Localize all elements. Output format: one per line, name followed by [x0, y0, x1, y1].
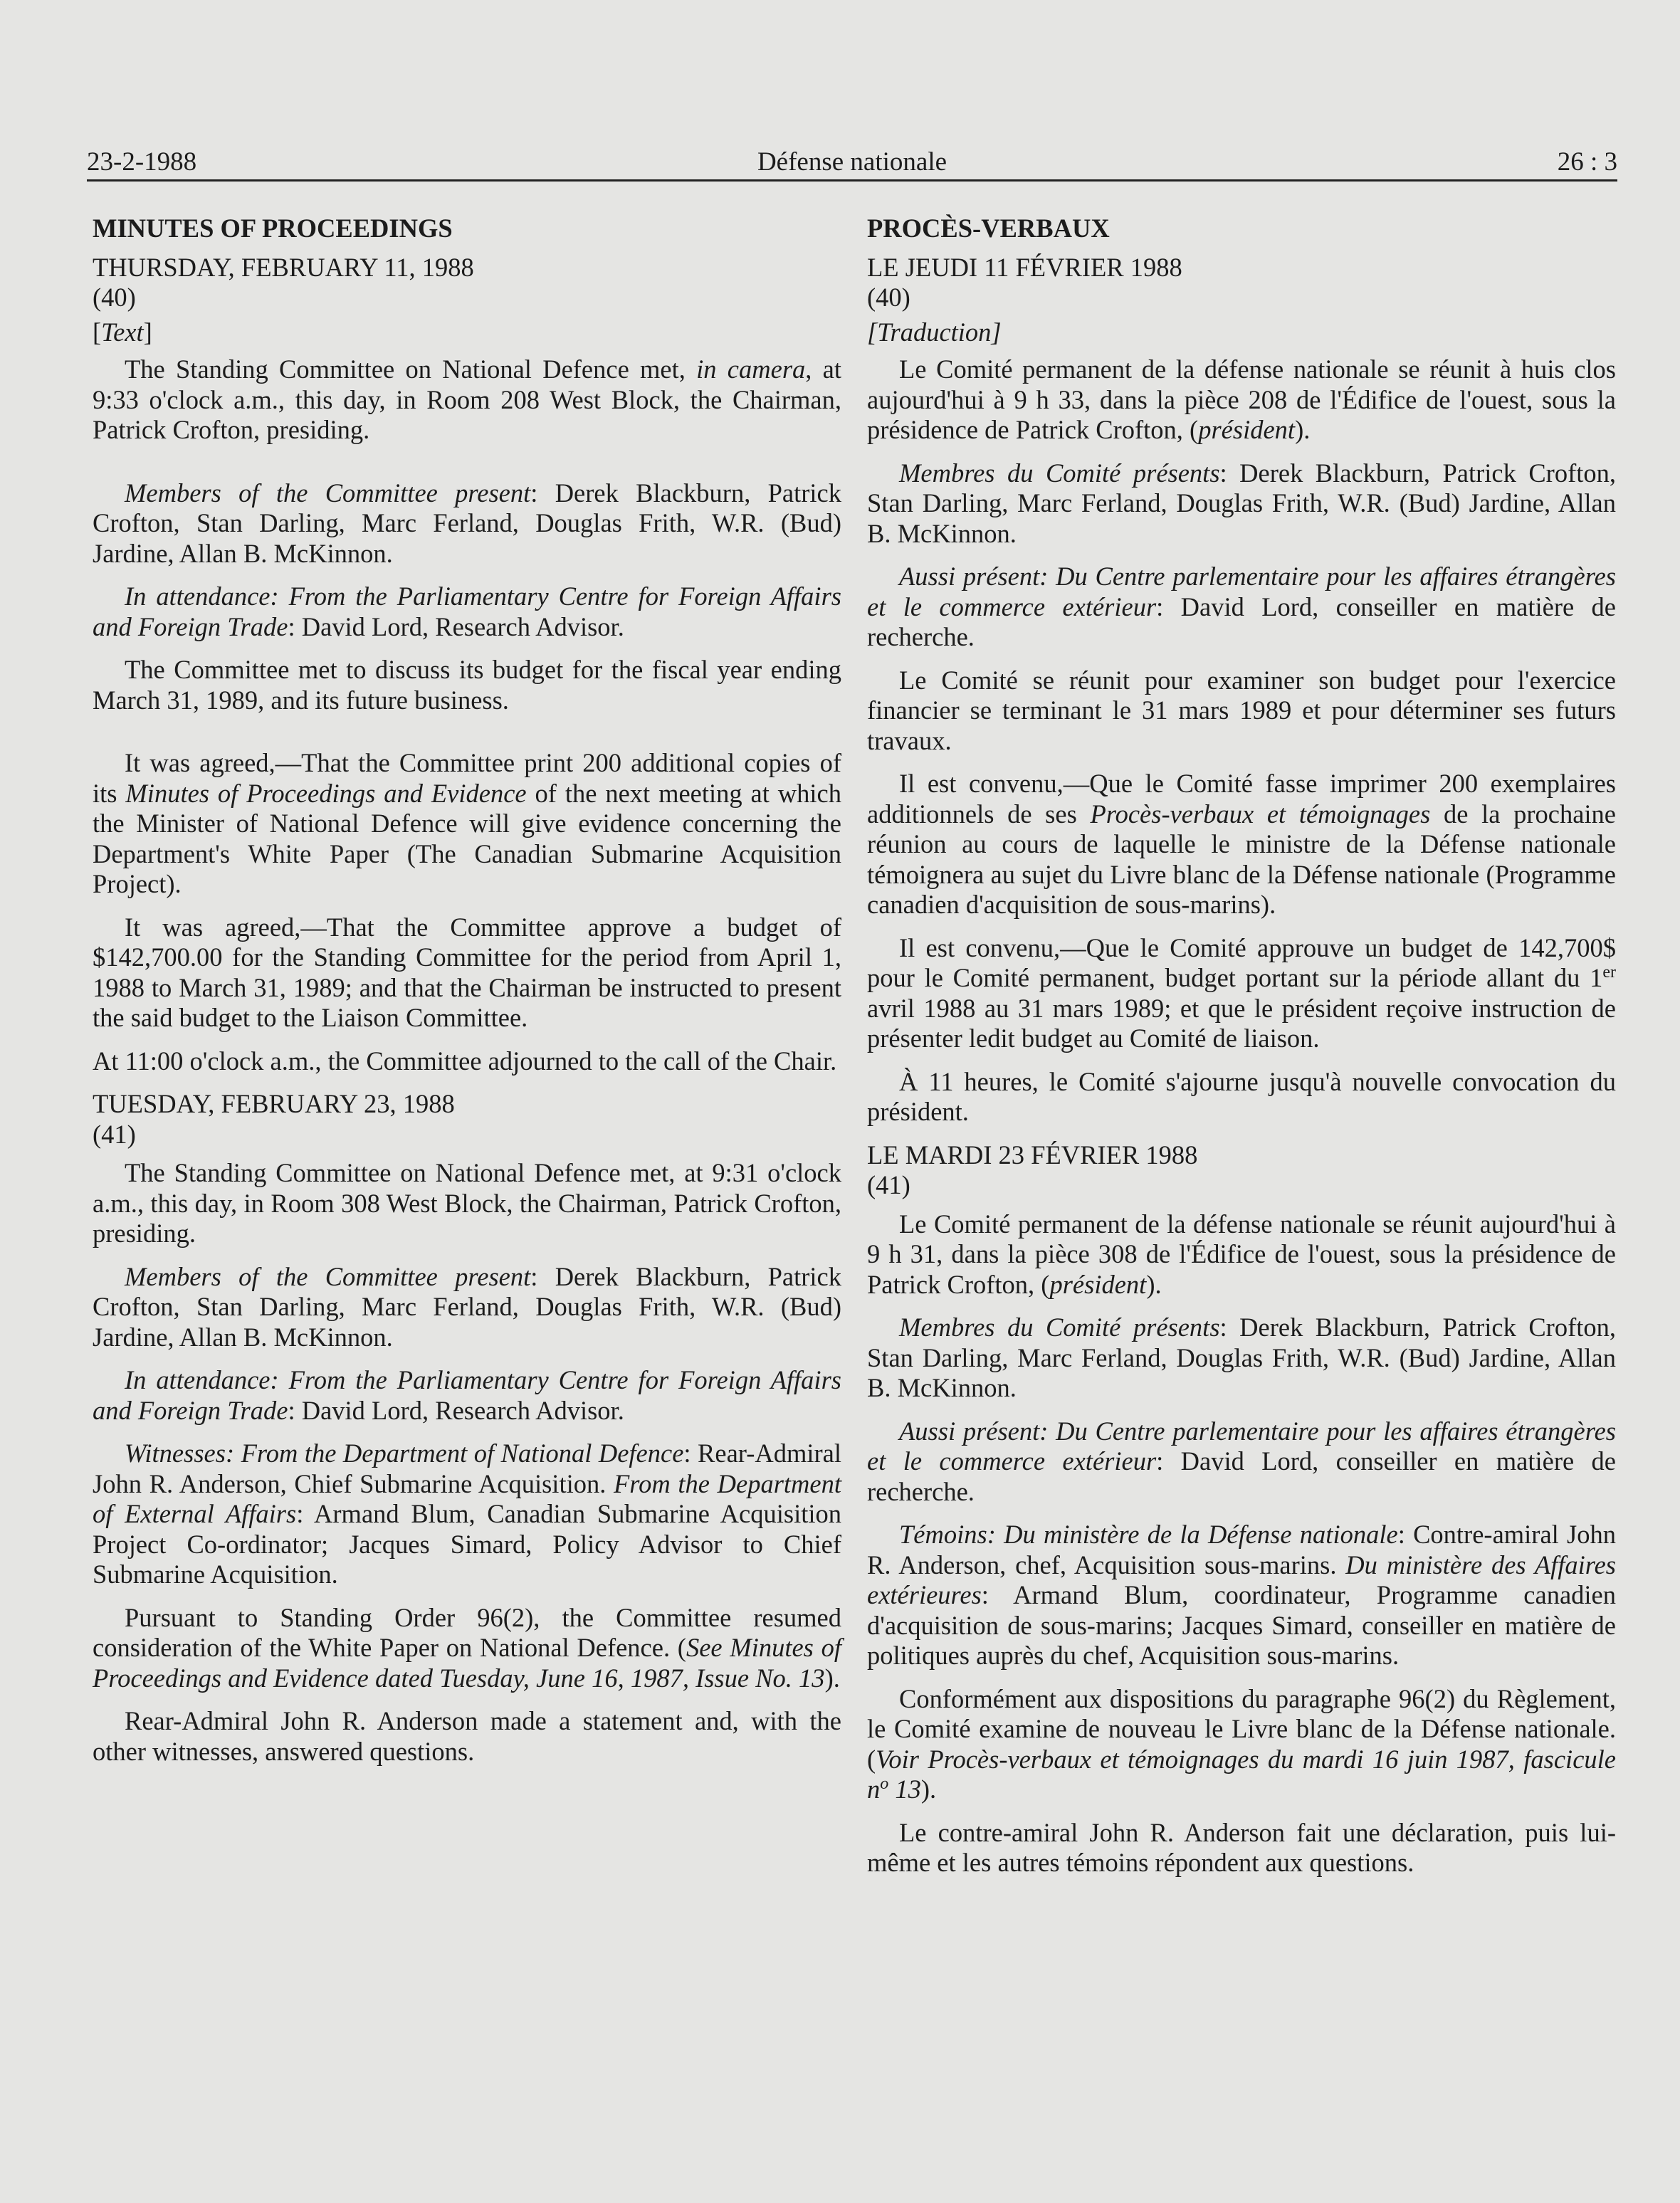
meeting1-members: Members of the Committee present: Derek Blackburn, Patrick Crofton, Stan Darling, Marc Ferland, Douglas Frith, W.R. (Bud) Jardine, Allan B. McKinnon.	[93, 478, 842, 568]
meeting1-budget: The Committee met to discuss its budget for the fiscal year ending March 31, 1989, and its future business.	[93, 655, 841, 715]
fr-meeting1-agreed-budget: Il est convenu,—Que le Comité approuve un budget de 142,700$ pour le Comité permanent, budget portant sur la période allant du 1er avril 1988 au 31 mars 1989; et que le président reçoive instruction de présenter ledit budget au Comité de liaison.	[867, 932, 1616, 1053]
fr-meeting2-members: Membres du Comité présents: Derek Blackburn, Patrick Crofton, Stan Darling, Marc Ferland, Douglas Frith, W.R. (Bud) Jardine, Allan B. McKinnon.	[867, 1313, 1617, 1402]
meeting2-number: (41)	[93, 1119, 136, 1149]
meeting2-witnesses: Witnesses: From the Department of National Defence: Rear-Admiral John R. Anderson, Chief Submarine Acquisition. From the Department of External Affairs: Armand Blum, Canadian Submarine Acquisition Project Co-ordinator; Jacques Simard, Policy Advisor to Chief Submarine Acquisition.	[93, 1439, 841, 1589]
fr-meeting1-date: LE JEUDI 11 FÉVRIER 1988	[867, 252, 1182, 282]
meeting1-agreed-print: It was agreed,—That the Committee print 200 additional copies of its Minutes of Proceedings and Evidence of the next meeting at which the Minister of National Defence will give evidence concerning the Department's White Paper (The Canadian Submarine Acquisition Project).	[93, 748, 842, 898]
meeting1-adjourn: At 11:00 o'clock a.m., the Committee adjourned to the call of the Chair.	[93, 1046, 837, 1076]
meeting1-agreed-budget: It was agreed,—That the Committee approve a budget of $142,700.00 for the Standing Committee for the period from April 1, 1988 to March 31, 1989; and that the Chairman be instructed to present the said budget to the Liaison Committee.	[93, 912, 841, 1032]
page-header	[87, 141, 1617, 184]
header-date: 23-2-1988	[87, 147, 197, 177]
meeting1-attendance: In attendance: From the Parliamentary Centre for Foreign Affairs and Foreign Trade: David Lord, Research Advisor.	[93, 582, 841, 641]
meeting2-statement: Rear-Admiral John R. Anderson made a statement and, with the other witnesses, answered questions.	[93, 1706, 841, 1766]
meeting1-date: THURSDAY, FEBRUARY 11, 1988	[93, 252, 474, 282]
fr-meeting1-budget: Le Comité se réunit pour examiner son budget pour l'exercice financier se terminant le 31 mars 1989 et pour déterminer ses futurs travaux.	[867, 665, 1616, 755]
fr-meeting1-agreed-print: Il est convenu,—Que le Comité fasse imprimer 200 exemplaires additionnels de ses Procès-verbaux et témoignages de la prochaine réunion au cours de laquelle le ministre de la Défense nationale témoignera au sujet du Livre blanc de la Défense nationale (Programme canadien d'acquisition de sous-marins).	[867, 769, 1616, 919]
meeting2-opening: The Standing Committee on National Defence met, at 9:31 o'clock a.m., this day, in Room 308 West Block, the Chairman, Patrick Crofton, presiding.	[93, 1158, 841, 1248]
meeting2-attendance: In attendance: From the Parliamentary Centre for Foreign Affairs and Foreign Trade: David Lord, Research Advisor.	[93, 1365, 841, 1425]
meeting2-date: TUESDAY, FEBRUARY 23, 1988	[93, 1089, 455, 1118]
text-marker: [Text]	[93, 317, 152, 347]
header-rule	[87, 179, 1617, 182]
fr-meeting2-statement: Le contre-amiral John R. Anderson fait une déclaration, puis lui-même et les autres témoins répondent aux questions.	[867, 1817, 1616, 1877]
fr-meeting1-attendance: Aussi présent: Du Centre parlementaire pour les affaires étrangères et le commerce extérieur: David Lord, conseiller en matière de recherche.	[867, 562, 1616, 651]
header-title: Défense nationale	[757, 147, 947, 177]
fr-meeting2-witnesses: Témoins: Du ministère de la Défense nationale: Contre-amiral John R. Anderson, chef, Acquisition sous-marins. Du ministère des Affaires extérieures: Armand Blum, coordinateur, Programme canadien d'acquisition de sous-marins; Jacques Simard, conseiller en matière de politiques auprès du chef, Acquisition sous-marins.	[867, 1520, 1616, 1670]
header-page-ref: 26 : 3	[1557, 147, 1617, 177]
fr-text-marker	[867, 317, 1616, 348]
meeting1-opening: The Standing Committee on National Defence met, in camera, at 9:33 o'clock a.m., this day, in Room 208 West Block, the Chairman, Patrick Crofton, presiding.	[93, 354, 842, 444]
fr-meeting2-attendance: Aussi présent: Du Centre parlementaire pour les affaires étrangères et le commerce extérieur: David Lord, conseiller en matière de recherche.	[867, 1416, 1616, 1506]
meeting1-number: (40)	[93, 283, 136, 312]
french-heading: PROCÈS-VERBAUX	[867, 214, 1110, 243]
fr-meeting1-adjourn: À 11 heures, le Comité s'ajourne jusqu'à nouvelle convocation du président.	[867, 1066, 1616, 1126]
fr-meeting1-number: (40)	[867, 283, 910, 312]
fr-meeting2-number: (41)	[867, 1170, 910, 1199]
meeting2-pursuant: Pursuant to Standing Order 96(2), the Committee resumed consideration of the White Paper on National Defence. (See Minutes of Proceedings and Evidence dated Tuesday, June 16, 1987, Issue No. 13).	[93, 1602, 841, 1693]
fr-meeting1-opening: Le Comité permanent de la défense nationale se réunit à huis clos aujourd'hui à 9 h 33, dans la pièce 208 de l'Édifice de l'ouest, sous la présidence de Patrick Crofton, (président).	[867, 354, 1616, 444]
english-heading: MINUTES OF PROCEEDINGS	[93, 214, 453, 243]
french-column	[867, 214, 1616, 1891]
fr-text-marker-full: [Traduction]	[867, 317, 1002, 347]
fr-meeting2-pursuant: Conformément aux dispositions du paragraphe 96(2) du Règlement, le Comité examine de nouveau le Livre blanc de la Défense nationale. (Voir Procès-verbaux et témoignages du mardi 16 juin 1987, fascicule $n^o$ 13).	[867, 1683, 1616, 1804]
english-column	[93, 214, 841, 1779]
fr-meeting2-opening: Le Comité permanent de la défense nationale se réunit aujourd'hui à 9 h 31, dans la pièce 308 de l'Édifice de l'ouest, sous la présidence de Patrick Crofton, (président).	[867, 1209, 1616, 1299]
fr-meeting1-members: Membres du Comité présents: Derek Blackburn, Patrick Crofton, Stan Darling, Marc Ferland, Douglas Frith, W.R. (Bud) Jardine, Allan B. McKinnon.	[867, 458, 1617, 548]
fr-meeting2-date: LE MARDI 23 FÉVRIER 1988	[867, 1140, 1198, 1169]
meeting2-members: Members of the Committee present: Derek Blackburn, Patrick Crofton, Stan Darling, Marc Ferland, Douglas Frith, W.R. (Bud) Jardine, Allan B. McKinnon.	[93, 1261, 842, 1352]
